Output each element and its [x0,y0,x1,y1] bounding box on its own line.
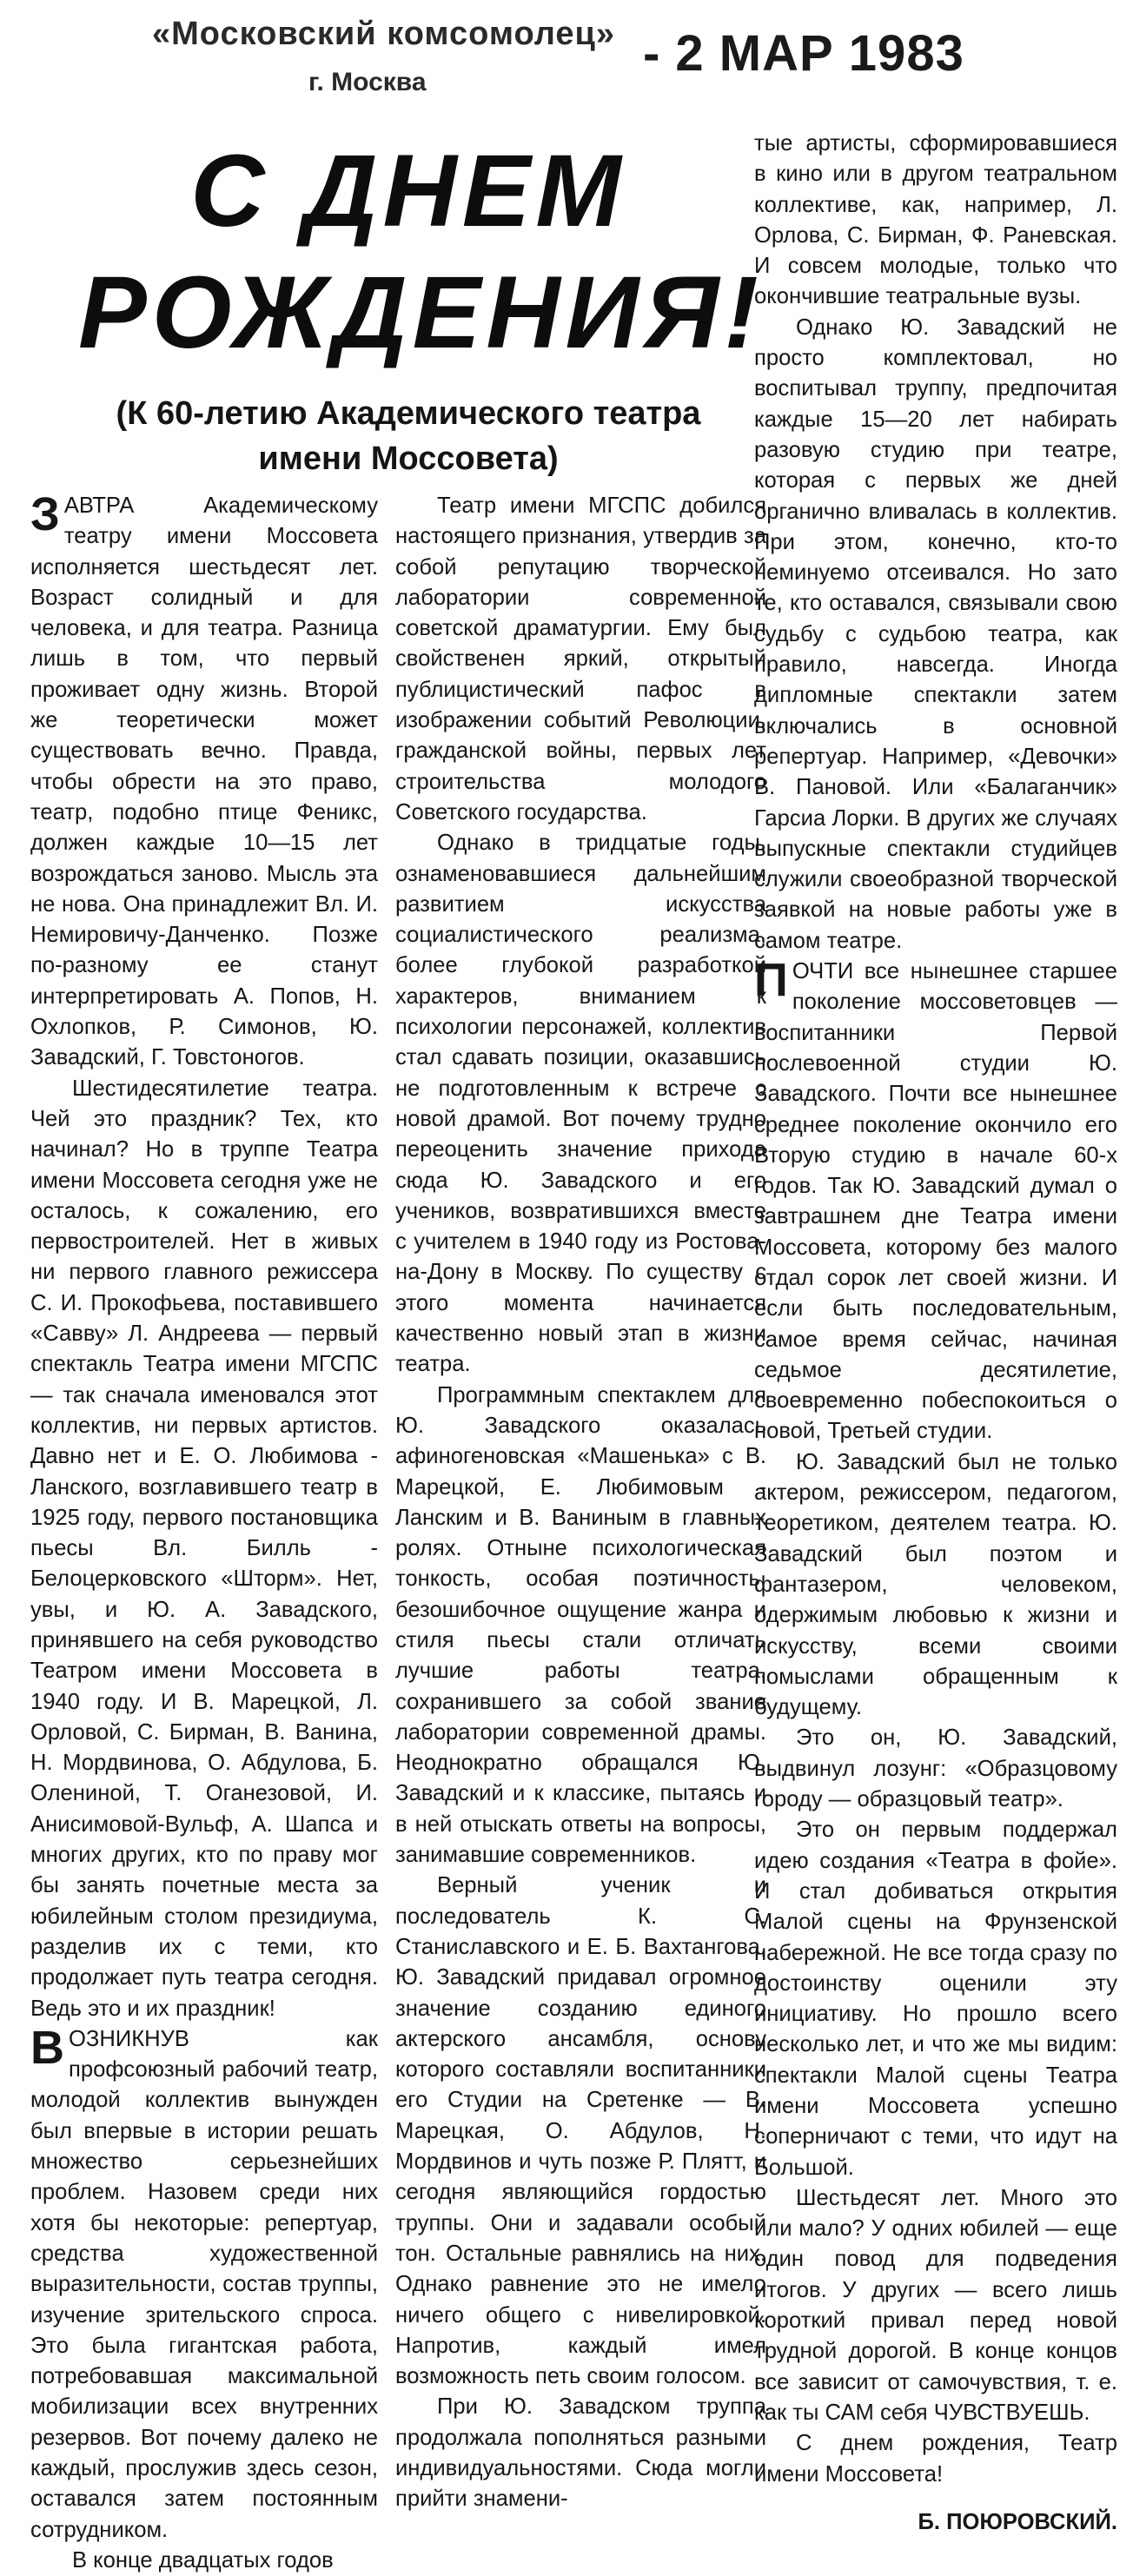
subheadline: (К 60-летию Академического театра имени Моссовета) [116,395,701,477]
drop-cap: З [30,488,60,540]
drop-cap: В [30,2021,64,2074]
paragraph-text: ОЧТИ все нынешнее старшее поколение моссоветовцев — воспитанники Первой послевоенной студии Ю. Завадского. Почти все нынешнее среднее поколение окончило его Вторую студию в начале 60-х годов. Так Ю. Завадский думал о завтрашнем дне Театра имени Моссовета, которому без малого отдал сорок лет своей жизни. И если быть последовательным, самое время сейчас, начиная седьмое десятилетие, своевременно побеспокоиться о новой, Третьей студии. [754,959,1117,1444]
paragraph: Шестидесятилетие театра. Чей это праздник? Тех, кто начинал? Но в труппе Театра имени Моссовета сегодня уже не осталось, к сожалению, его первостроителей. Нет в живых ни первого главного режиссера С. И. Прокофьева, поставившего «Савву» Л. Андреева — первый спектакль Театра имени МГСПС— так сначала именовался этот коллектив, ни первых артистов. Давно нет и Е. О. Любимова - Ланского, возглавившего театр в 1925 году, первого постановщика пьесы Вл. Билль - Белоцерковского «Шторм». Нет, увы, и Ю. А. Завадского, принявшего на себя руководство Театром имени Моссовета в 1940 году. И В. Марецкой, Л. Орловой, С. Бирман, В. Ванина, Н. Мордвинова, О. Абдулова, Б. Олениной, Т. Оганезовой, И. Анисимовой-Вульф, А. Шапса и многих других, кто по праву мог бы занять почетные места за юбилейным столом президиума, разделив их с теми, кто продолжает путь театра сегодня. Ведь это и их праздник! [30,1076,378,2021]
paragraph [754,954,1117,1447]
paragraph: Театр имени МГСПС добился настоящего признания, утвердив за собой репутацию творческой лаборатории современной советской драматургии. Ему был свойственен яркий, открытый публицистический пафос в изображении событий Революции, гражданской войны, первых лет строительства молодого Советского государства. [395,493,766,824]
source-stamp: «Московский комсомолец» [152,16,616,52]
paragraph: Шестьдесят лет. Много это или мало? У одних юбилей — еще один повод для подведения итогов. У других — всего лишь короткий привал перед новой трудной дорогой. В конце концов все зависит от самочувствия, т. е. как ты САМ себя ЧУВСТВУЕШЬ. [754,2185,1117,2425]
headline [78,130,764,374]
paragraph: Это он первым поддержал идею создания «Театра в фойе». И стал добиваться открытия Малой сцены на Фрунзенской набережной. Не все тогда сразу по достоинству оценили эту инициативу. Но прошло всего несколько лет, и что же мы видим: спектакли Малой сцены Театра имени Моссовета успешно соперничают с теми, что идут на Большой. [754,1818,1117,2180]
paragraph: С днем рождения, Театр имени Моссовета! [754,2431,1117,2487]
headline-line-2: РОЖДЕНИЯ! [78,255,764,370]
city-stamp: г. Москва [308,68,427,96]
author-signature: Б. ПОЮРОВСКИЙ. [918,2509,1117,2534]
date-stamp: - 2 МАР 1983 [643,25,964,82]
paragraph: Однако Ю. Завадский не просто комплектовал, но воспитывал труппу, предпочитая каждые 15—20 лет набирать разовую студию при театре, которая с первых же дней органично вливалась в коллектив. При этом, конечно, кто-то неминуемо отсеивался. Но зато те, кто оставался, связывали свою судьбу с судьбою театра, как правило, навсегда. Иногда дипломные спектакли затем включались в основной репертуар. Например, «Девочки» В. Пановой. Или «Балаганчик» Гарсиа Лорки. В других же случаях выпускные спектакли студийцев служили своеобразной творческой заявкой на новые работы уже в самом театре. [754,315,1117,953]
paragraph: Однако в тридцатые годы, ознаменовавшиеся дальнейшим развитием искусства социалистического реализма, более глубокой разработкой характеров, вниманием к психологии персонажей, коллектив стал сдавать позиции, оказавшись не подготовленным к встрече с новой драмой. Вот почему трудно переоценить значение прихода сюда Ю. Завадского и его учеников, возвратившихся вместе с учителем в 1940 году из Ростова-на-Дону в Москву. По существу с этого момента начинается качественно новый этап в жизни театра. [395,831,766,1377]
paragraph: Ю. Завадский был не только актером, режиссером, педагогом, теоретиком, деятелем театра. Ю. Завадский был поэтом и фантазером, человеком, одержимым любовью к жизни и искусству, всеми своими помыслами обращенным к будущему. [754,1449,1117,1720]
paragraph: Программным спектаклем для Ю. Завадского оказалась афиногеновская «Машенька» с В. Марецкой, Е. Любимовым - Ланским и В. Ваниным в главных ролях. Отныне психологическая тонкость, особая поэтичность, безошибочное ощущение жанра и стиля пьесы стали отличать лучшие работы театра, сохранившего за собой звание лаборатории современной драмы. Неоднократно обращался Ю. Завадский и к классике, пытаясь и в ней отыскать ответы на вопросы, занимавшие современников. [395,1382,766,1868]
paragraph: В конце двадцатых годов [72,2547,334,2573]
paragraph: Верный ученик и последователь К. С. Станиславского и Е. Б. Вахтангова, Ю. Завадский придавал огромное значение созданию единого актерского ансамбля, основу которого составляли воспитанники его Студии на Сретенке — В. Марецкая, О. Абдулов, Н. Мордвинов и чуть позже Р. Плятт, и сегодня являющийся гордостью труппы. Они и задавали особый тон. Остальные равнялись на них. Однако равнение это не имело ничего общего с нивелировкой. Напротив, каждый имел возможность петь своим голосом. [395,1873,766,2389]
headline-line-1: С ДНЕМ [190,134,626,248]
paragraph [30,488,378,1074]
paragraph: тые артисты, сформировавшиеся в кино или в другом театральном коллективе, как, например, Л. Орлова, С. Бирман, Ф. Раневская. И совсем молодые, только что окончившие театральные вузы. [754,131,1117,309]
article-column-2 [395,491,766,2512]
paragraph [30,2021,378,2546]
paragraph-text: ОЗНИКНУВ как профсоюзный рабочий театр, молодой коллектив вынужден был впервые в истории решать множество серьезнейших проблем. Назовем среди них хотя бы некоторые: репертуар, средства художественной выразительности, состав труппы, изучение зрительского спроса. Это была гигантская работа, потребовавшая максимальной мобилизации всех внутренних резервов. Вот почему далеко не каждый, прослужив здесь сезон, оставался затем постоянным сотрудником. [30,2026,378,2542]
paragraph-text: АВТРА Академическому театру имени Моссовета исполняется шестьдесят лет. Возраст солидный и для человека, и для театра. Разница лишь в том, что первый проживает одну жизнь. Второй же теоретически может существовать вечно. Правда, чтобы обрести на это право, театр, подобно птице Феникс, должен каждые 10—15 лет возрождаться заново. Мысль эта не нова. Она принадлежит Вл. И. Немировичу-Данченко. Позже по-разному ее станут интерпретировать А. Попов, Н. Охлопков, Р. Симонов, Ю. Завадский, Г. Товстоногов. [30,493,378,1070]
article-column-3 [754,129,1117,2534]
drop-cap: П [754,954,788,1007]
article-column-1 [30,488,378,2573]
paragraph: Это он, Ю. Завадский, выдвинул лозунг: «Образцовому городу — образцовый театр». [754,1725,1117,1812]
paragraph: При Ю. Завадском труппа продолжала пополняться разными индивидуальностями. Сюда могли прийти знамени- [395,2394,766,2512]
